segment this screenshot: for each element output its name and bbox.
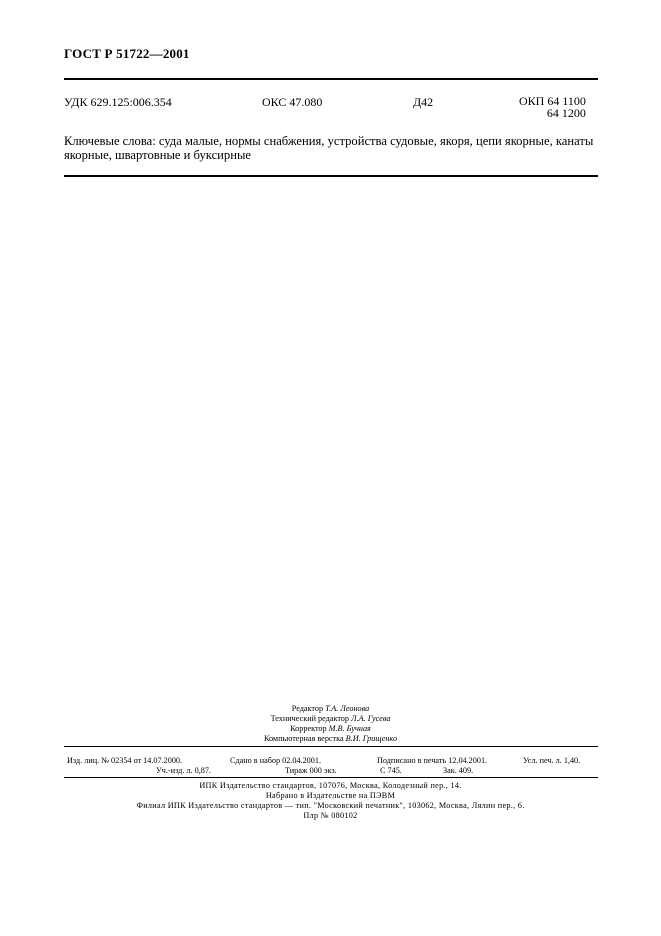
okp-codes [519,95,586,119]
editor-name: Т.А. Леонова [325,704,370,713]
proofreader-label: Корректор [290,724,327,733]
publisher-line-4: Плр № 080102 [303,811,358,820]
keywords-rule [64,175,598,177]
publisher-line-2: Набрано в Издательстве на ПЭВМ [265,791,396,800]
order-number: Зак. 409. [443,766,474,775]
layout-line [0,734,661,744]
tech-editor-line [0,714,661,724]
oks-code: ОКС 47.080 [262,95,323,109]
tech-editor-label: Технический редактор [270,714,349,723]
proofreader-name: М.В. Бучная [328,724,371,733]
layout-label: Компьютерная верстка [263,734,344,743]
editor-label: Редактор [291,704,324,713]
order-c: С 745. [380,766,402,775]
top-rule [64,78,598,80]
okp-line-2: 64 1200 [546,106,586,120]
udk-code: УДК 629.125:006.354 [64,95,172,109]
layout-name: В.И. Грищенко [345,734,398,743]
license-text: Изд. лиц. № 02354 от 14.07.2000. [67,756,183,765]
print-run: Тираж 000 экз. [285,766,337,775]
imprint-rule-top [64,746,598,747]
typesetting-date: Сдано в набор 02.04.2001. [230,756,322,765]
group-code: Д42 [413,95,434,109]
tech-editor-name: Л.А. Гусева [351,714,391,723]
imprint-rule-bottom [64,777,598,778]
publisher-line-1: ИПК Издательство стандартов, 107076, Москва, Колодезный пер., 14. [199,781,462,790]
standard-code: ГОСТ Р 51722—2001 [64,46,190,61]
signed-date: Подписано в печать 12.04.2001. [377,756,488,765]
okp-line-1: ОКП 64 1100 [519,94,586,108]
publisher-line-3: Филиал ИПК Издательство стандартов — тип. "Московский печатник", 103062, Москва, Лялин пер., 6. [136,801,525,810]
keywords-paragraph: Ключевые слова: суда малые, нормы снабжения, устройства судовые, якоря, цепи якорные, канаты якорные, швартовные и буксирные [64,134,594,162]
pub-sheets: Уч.-изд. л. 0,87. [156,766,211,775]
print-sheets: Усл. печ. л. 1,40. [523,756,581,765]
editor-line [0,704,661,714]
proofreader-line [0,724,661,734]
